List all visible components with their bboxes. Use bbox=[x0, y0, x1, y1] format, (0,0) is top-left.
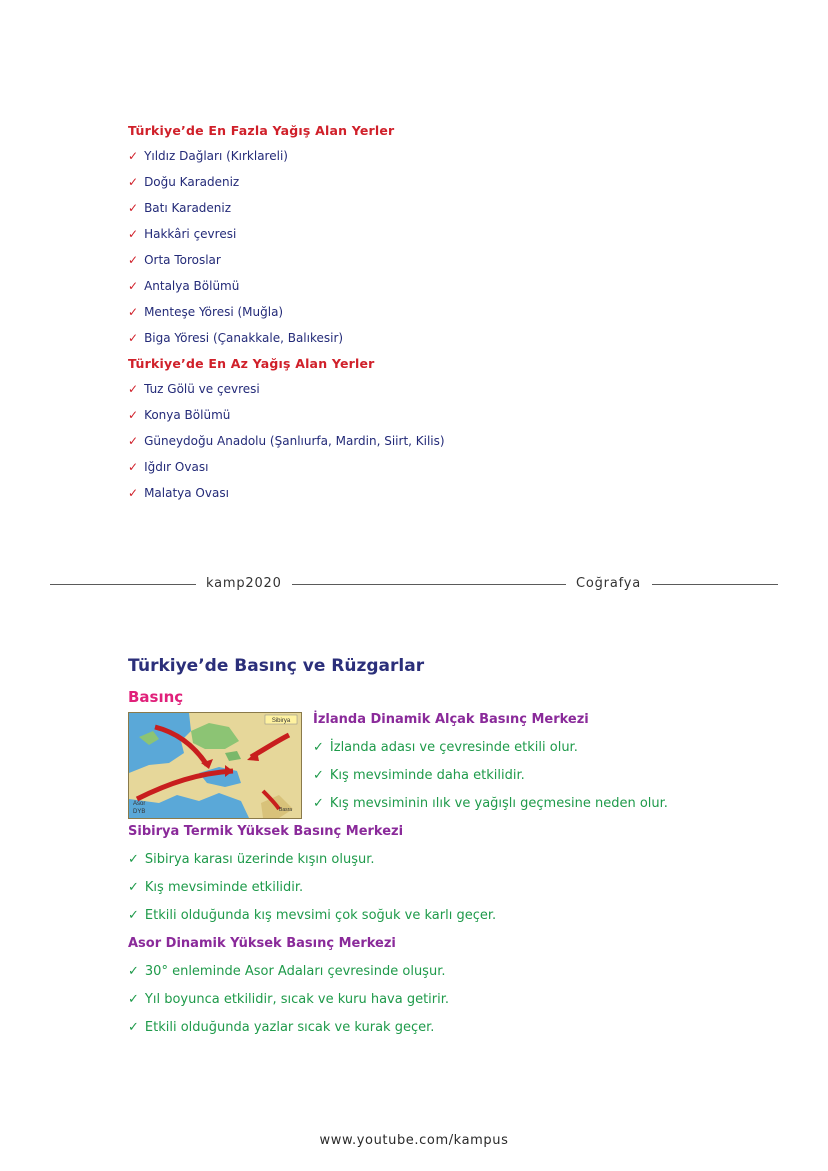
check-icon: ✓ bbox=[128, 460, 139, 474]
most-rain-list bbox=[128, 143, 343, 351]
check-icon: ✓ bbox=[128, 331, 139, 345]
check-icon: ✓ bbox=[128, 253, 139, 267]
list-item: ✓ Doğu Karadeniz bbox=[128, 175, 240, 189]
check-icon: ✓ bbox=[128, 201, 139, 215]
list-item: ✓ Güneydoğu Anadolu (Şanlıurfa, Mardin, Siirt, Kilis) bbox=[128, 434, 445, 448]
check-icon: ✓ bbox=[128, 434, 139, 448]
map-label-siberia: Sibirya bbox=[271, 718, 291, 724]
list-item: ✓ Konya Bölümü bbox=[128, 408, 231, 422]
divider-line-right bbox=[652, 584, 778, 585]
list-item: ✓ 30° enleminde Asor Adaları çevresinde oluşur. bbox=[128, 964, 446, 979]
iceland-heading: İzlanda Dinamik Alçak Basınç Merkezi bbox=[313, 712, 589, 727]
list-item: ✓ Batı Karadeniz bbox=[128, 201, 232, 215]
list-item: ✓ Yıl boyunca etkilidir, sıcak ve kuru hava getirir. bbox=[128, 992, 450, 1007]
divider-line-left bbox=[50, 584, 196, 585]
check-icon: ✓ bbox=[128, 305, 139, 319]
siberia-heading: Sibirya Termik Yüksek Basınç Merkezi bbox=[128, 824, 404, 839]
most-rain-heading: Türkiye’de En Fazla Yağış Alan Yerler bbox=[128, 123, 395, 138]
check-icon: ✓ bbox=[313, 768, 324, 783]
check-icon: ✓ bbox=[128, 992, 139, 1007]
least-rain-heading: Türkiye’de En Az Yağış Alan Yerler bbox=[128, 356, 375, 371]
list-item: ✓ Kış mevsiminde etkilidir. bbox=[128, 880, 304, 895]
list-item: ✓ Hakkâri çevresi bbox=[128, 227, 237, 241]
check-icon: ✓ bbox=[128, 486, 139, 500]
map-label-azores: Asor bbox=[133, 801, 146, 807]
section-title: Türkiye’de Basınç ve Rüzgarlar bbox=[128, 656, 425, 676]
check-icon: ✓ bbox=[128, 880, 139, 895]
check-icon: ✓ bbox=[313, 796, 324, 811]
list-item: ✓ Etkili olduğunda kış mevsimi çok soğuk ve karlı geçer. bbox=[128, 908, 497, 923]
check-icon: ✓ bbox=[128, 852, 139, 867]
list-item: ✓ Menteşe Yöresi (Muğla) bbox=[128, 305, 284, 319]
check-icon: ✓ bbox=[128, 382, 139, 396]
list-item: ✓ Kış mevsiminin ılık ve yağışlı geçmesine neden olur. bbox=[313, 796, 668, 811]
check-icon: ✓ bbox=[128, 279, 139, 293]
least-rain-list bbox=[128, 376, 445, 506]
pressure-map-image bbox=[128, 712, 302, 819]
check-icon: ✓ bbox=[128, 149, 139, 163]
list-item: ✓ Malatya Ovası bbox=[128, 486, 229, 500]
azores-heading: Asor Dinamik Yüksek Basınç Merkezi bbox=[128, 936, 396, 951]
check-icon: ✓ bbox=[128, 1020, 139, 1035]
map-label-azores-type: DYB bbox=[133, 809, 146, 815]
section-subtitle: Basınç bbox=[128, 688, 184, 706]
list-item: ✓ Yıldız Dağları (Kırklareli) bbox=[128, 149, 288, 163]
divider-label-left: kamp2020 bbox=[206, 576, 282, 591]
check-icon: ✓ bbox=[128, 908, 139, 923]
list-item: ✓ Tuz Gölü ve çevresi bbox=[128, 382, 260, 396]
footer-url: www.youtube.com/kampus bbox=[319, 1133, 509, 1148]
check-icon: ✓ bbox=[128, 964, 139, 979]
map-graphic bbox=[129, 713, 301, 818]
divider-label-right: Coğrafya bbox=[576, 576, 642, 591]
check-icon: ✓ bbox=[128, 408, 139, 422]
check-icon: ✓ bbox=[128, 227, 139, 241]
map-label-basra: Basra bbox=[279, 807, 293, 813]
list-item: ✓ Antalya Bölümü bbox=[128, 279, 240, 293]
list-item: ✓ Iğdır Ovası bbox=[128, 460, 209, 474]
divider-line-middle bbox=[292, 584, 566, 585]
list-item: ✓ Kış mevsiminde daha etkilidir. bbox=[313, 768, 525, 783]
check-icon: ✓ bbox=[128, 175, 139, 189]
list-item: ✓ Orta Toroslar bbox=[128, 253, 221, 267]
list-item: ✓ Etkili olduğunda yazlar sıcak ve kurak geçer. bbox=[128, 1020, 435, 1035]
list-item: ✓ Sibirya karası üzerinde kışın oluşur. bbox=[128, 852, 375, 867]
list-item: ✓ Biga Yöresi (Çanakkale, Balıkesir) bbox=[128, 331, 344, 345]
check-icon: ✓ bbox=[313, 740, 324, 755]
list-item: ✓ İzlanda adası ve çevresinde etkili olur. bbox=[313, 740, 578, 755]
